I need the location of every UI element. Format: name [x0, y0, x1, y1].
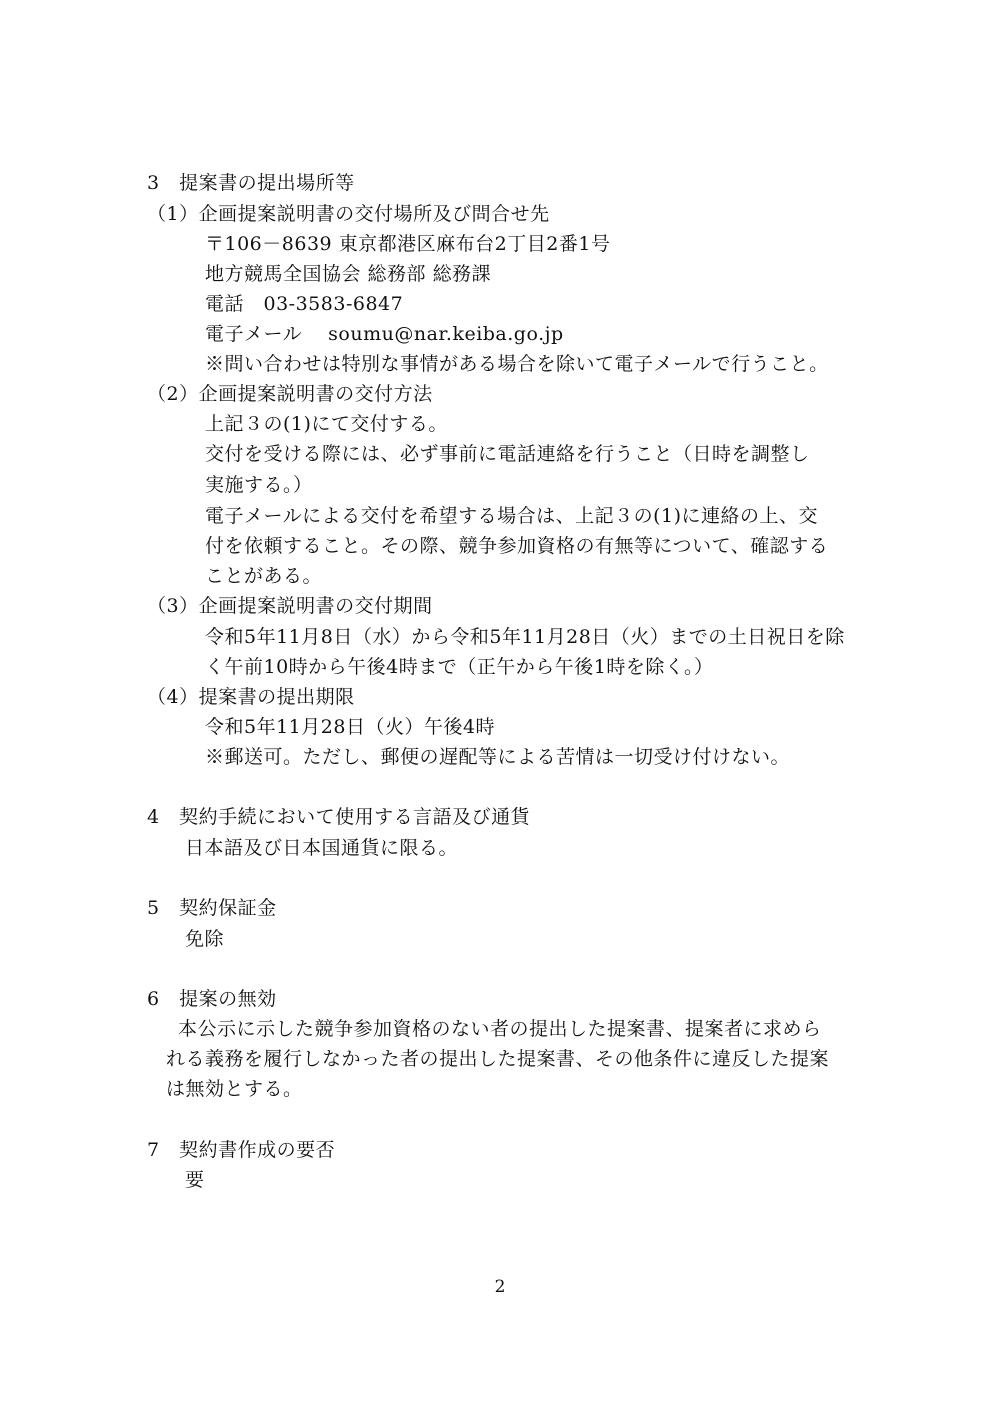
section3-item2-line3: 実施する。） — [205, 474, 313, 496]
section3-item2-line1: 上記３の(1)にて交付する。 — [205, 413, 448, 435]
section3-heading: 3 提案書の提出場所等 — [147, 172, 355, 194]
section4-body: 日本語及び日本国通貨に限る。 — [185, 837, 459, 859]
section3-item2-title: （2）企画提案説明書の交付方法 — [147, 383, 433, 405]
section6-line3: は無効とする。 — [166, 1078, 303, 1100]
page-number: 2 — [494, 1277, 506, 1297]
section3-item4-line2: ※郵送可。ただし、郵便の遅配等による苦情は一切受け付けない。 — [205, 746, 791, 768]
section5-body: 免除 — [185, 928, 225, 950]
section3-item3-line2: く午前10時から午後4時まで（正午から午後1時を除く。） — [205, 656, 714, 678]
section3-item2-line5: 付を依頼すること。その際、競争参加資格の有無等について、確認する — [205, 535, 829, 557]
section6-line1: 本公示に示した競争参加資格のない者の提出した提案書、提案者に求めら — [178, 1018, 822, 1040]
section3-item1-note: ※問い合わせは特別な事情がある場合を除いて電子メールで行うこと。 — [205, 353, 829, 375]
section3-item1-title: （1）企画提案説明書の交付場所及び問合せ先 — [147, 203, 550, 225]
section6-heading: 6 提案の無効 — [147, 988, 277, 1010]
section5-heading: 5 契約保証金 — [147, 897, 277, 919]
section7-heading: 7 契約書作成の要否 — [147, 1139, 336, 1161]
section3-item1-address: 〒106－8639 東京都港区麻布台2丁目2番1号 — [205, 233, 611, 255]
section3-item2-line6: ことがある。 — [205, 565, 323, 587]
section3-item1-phone: 電話 03-3583-6847 — [205, 293, 404, 315]
section3-item3-line1: 令和5年11月8日（水）から令和5年11月28日（火）までの土日祝日を除 — [205, 626, 845, 648]
section3-item3-title: （3）企画提案説明書の交付期間 — [147, 595, 433, 617]
section3-item2-line2: 交付を受ける際には、必ず事前に電話連絡を行うこと（日時を調整し — [205, 443, 810, 465]
section3-item2-line4: 電子メールによる交付を希望する場合は、上記３の(1)に連絡の上、交 — [205, 505, 819, 527]
section3-item1-org: 地方競馬全国協会 総務部 総務課 — [205, 263, 492, 285]
section3-item4-line1: 令和5年11月28日（火）午後4時 — [205, 716, 496, 738]
section7-body: 要 — [185, 1169, 205, 1191]
section6-line2: れる義務を履行しなかった者の提出した提案書、その他条件に違反した提案 — [166, 1048, 830, 1070]
section3-item4-title: （4）提案書の提出期限 — [147, 686, 355, 708]
section3-item1-email: 電子メール soumu@nar.keiba.go.jp — [205, 323, 564, 345]
section4-heading: 4 契約手続において使用する言語及び通貨 — [147, 806, 531, 828]
